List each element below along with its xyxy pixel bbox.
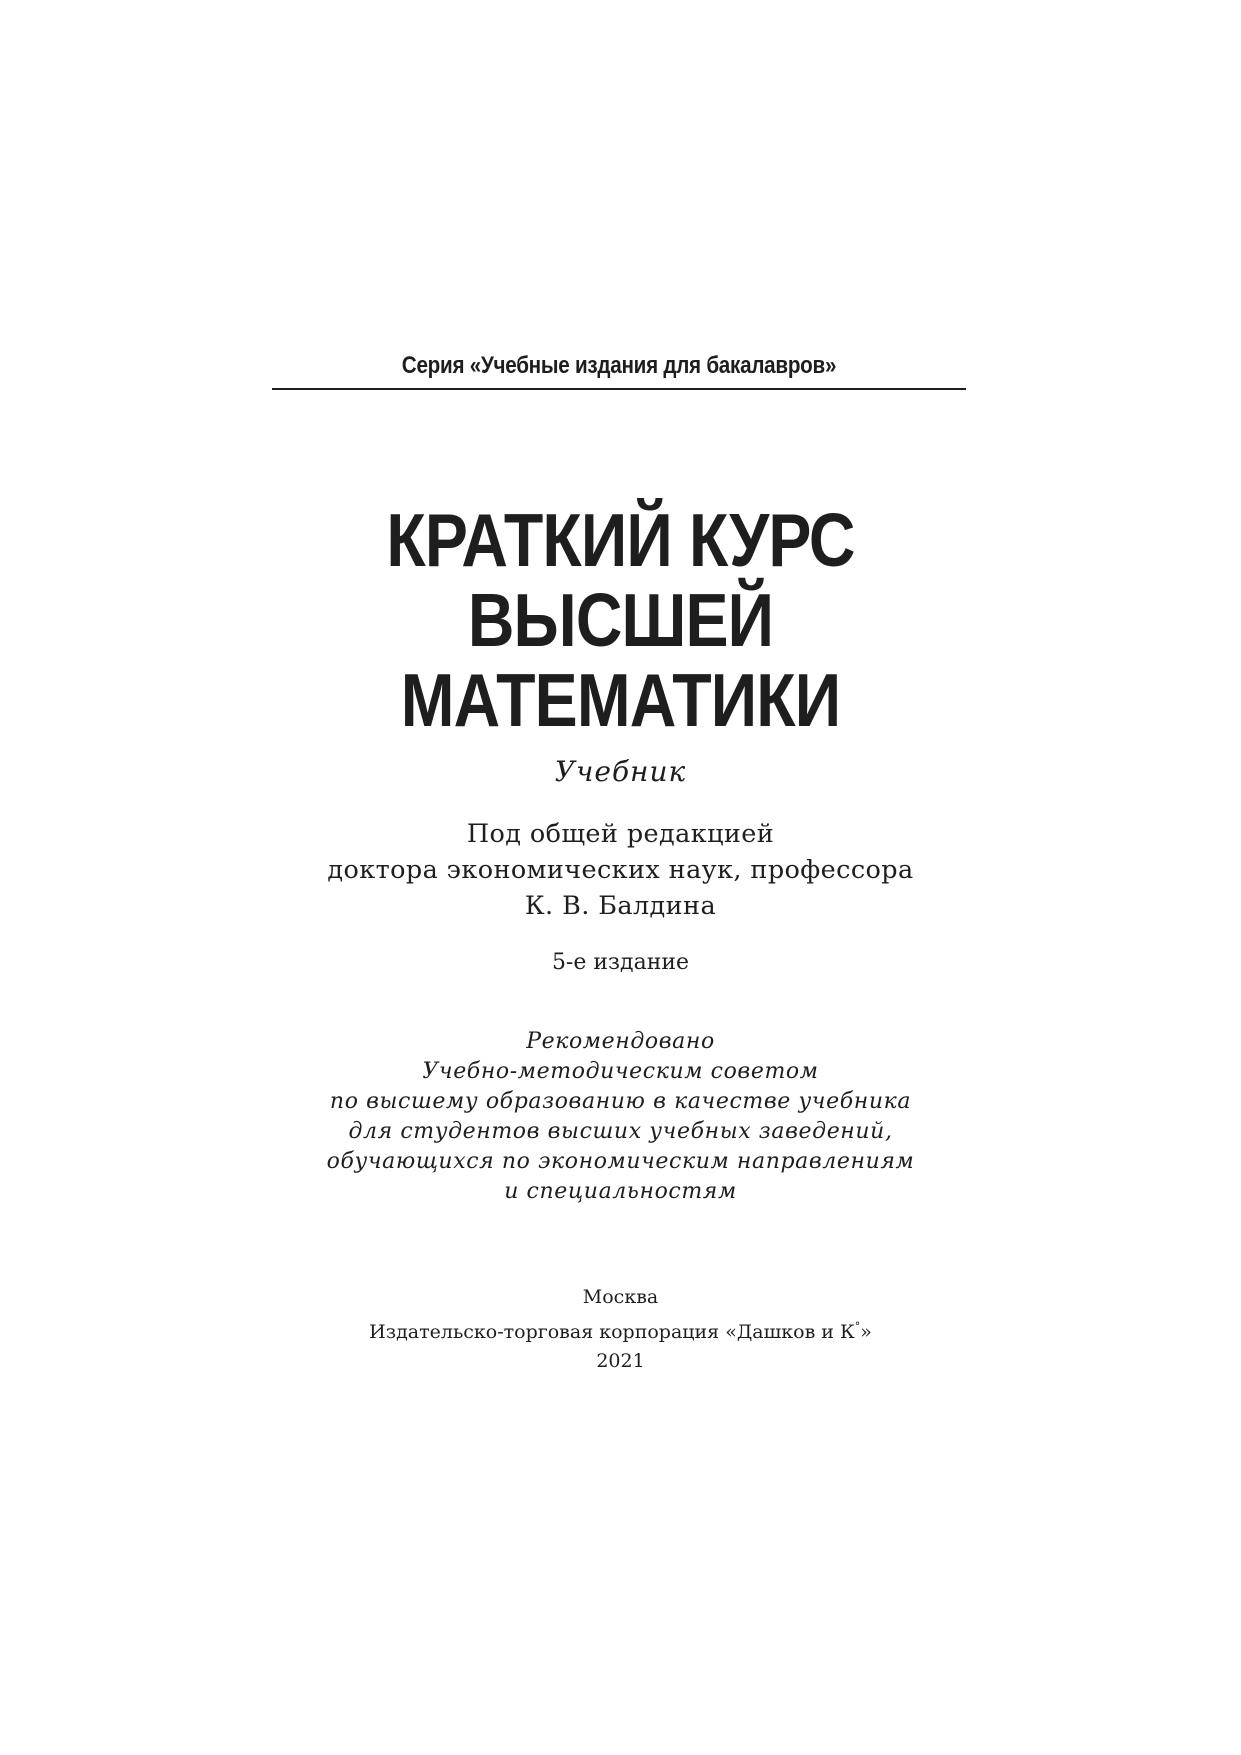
publisher-name (200, 1312, 1041, 1347)
recommendation-line-4: для студентов высших учебных заведений, (348, 1119, 893, 1144)
recommendation-line-5: обучающихся по экономическим направлениям (326, 1149, 915, 1174)
book-title-line-3: МАТЕМАТИКИ (400, 658, 841, 742)
book-title (259, 500, 982, 740)
recommendation-line-2: Учебно-методическим советом (422, 1059, 819, 1084)
editor-block (200, 816, 1041, 924)
series-label: Серия «Учебные издания для бакалавров» (401, 352, 837, 379)
editor-line-2: доктора экономических наук, профессора (327, 855, 914, 885)
editor-line-3: К. В. Балдина (524, 891, 717, 921)
editor-line-1: Под общей редакцией (466, 819, 775, 849)
publisher-block (200, 1283, 1041, 1376)
book-title-line-1: КРАТКИЙ КУРС (386, 498, 855, 582)
publisher-year: 2021 (596, 1350, 645, 1372)
publisher-name-close: » (860, 1321, 872, 1343)
series-divider (272, 388, 966, 390)
recommendation-line-6: и специальностям (504, 1179, 737, 1204)
edition-label: 5-е издание (551, 950, 690, 975)
book-title-line-2: ВЫСШЕЙ (467, 578, 774, 662)
recommendation-line-3: по высшему образованию в качестве учебника (329, 1089, 912, 1114)
book-subtitle: Учебник (554, 755, 687, 788)
recommendation-line-1: Рекомендовано (526, 1029, 715, 1054)
recommendation-block (200, 1027, 1041, 1207)
publisher-city: Москва (582, 1286, 659, 1308)
publisher-name-main: Издательско-торговая корпорация «Дашков и К (369, 1321, 855, 1343)
publisher-name-superscript: ° (854, 1320, 861, 1333)
